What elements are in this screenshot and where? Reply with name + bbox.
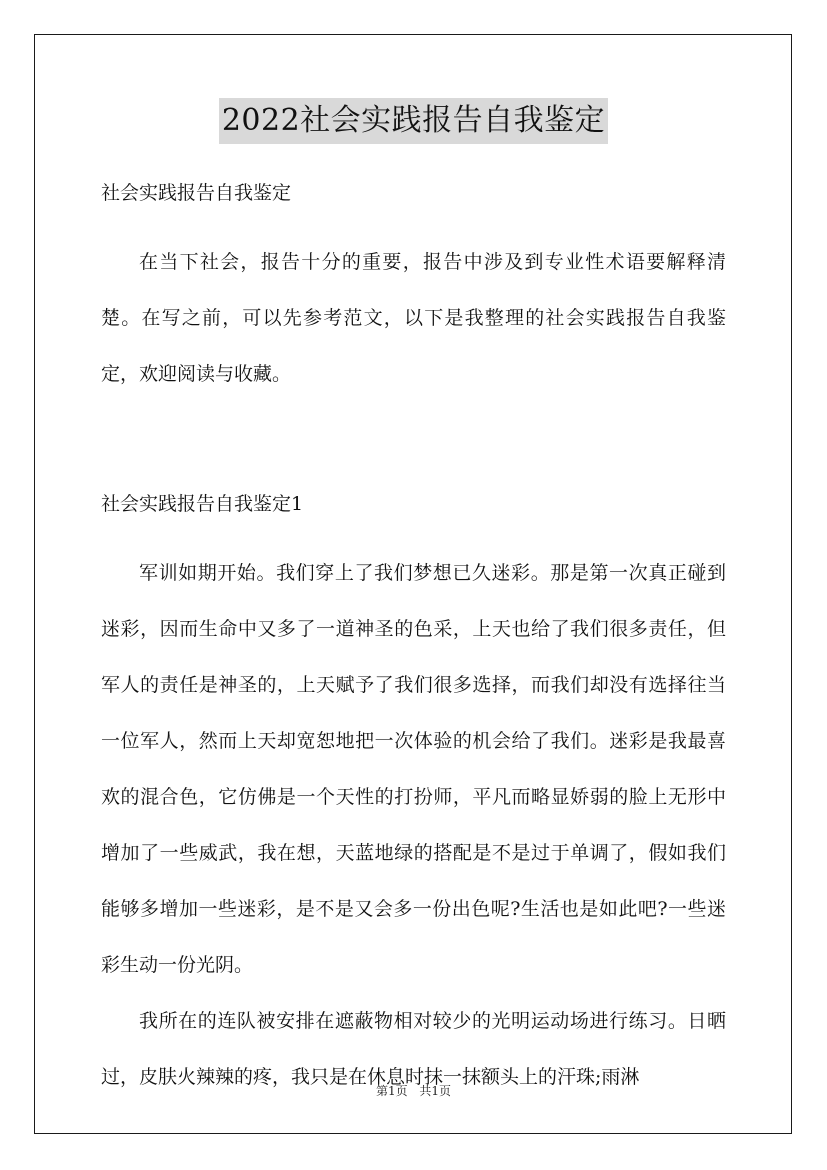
body-paragraph: 军训如期开始。我们穿上了我们梦想已久迷彩。那是第一次真正碰到迷彩，因而生命中又多了一道神圣的色采，上天也给了我们很多责任，但军人的责任是神圣的，上天赋予了我们很多选择，而我们却没有选择往当一位军人，然而上天却宽恕地把一次体验的机会给了我们。迷彩是我最喜欢的混合色，它仿佛是一个天性的打扮师，平凡而略显娇弱的脸上无形中增加了一些威武，我在想，天蓝地绿的搭配是不是过于单调了，假如我们能够多增加一些迷彩，是不是又会多一份出色呢?生活也是如此吧?一些迷彩生动一份光阴。 (101, 562, 726, 976)
page-number: 第1页 (375, 1084, 408, 1098)
document-subtitle: 社会实践报告自我鉴定 (101, 182, 292, 204)
intro-paragraph: 在当下社会，报告十分的重要，报告中涉及到专业性术语要解释清楚。在写之前，可以先参考范文，以下是我整理的社会实践报告自我鉴定，欢迎阅读与收藏。 (101, 251, 726, 385)
page-footer (0, 1082, 827, 1099)
section-heading: 社会实践报告自我鉴定1 (101, 493, 304, 515)
page-total: 共1页 (419, 1084, 452, 1098)
document-body (101, 175, 726, 1105)
document-title: 2022社会实践报告自我鉴定 (219, 98, 608, 144)
body-paragraph: 我所在的连队被安排在遮蔽物相对较少的光明运动场进行练习。日晒过，皮肤火辣辣的疼，我只是在休息时抹一抹额头上的汗珠;雨淋 (101, 1010, 726, 1088)
title-wrap (0, 98, 827, 144)
